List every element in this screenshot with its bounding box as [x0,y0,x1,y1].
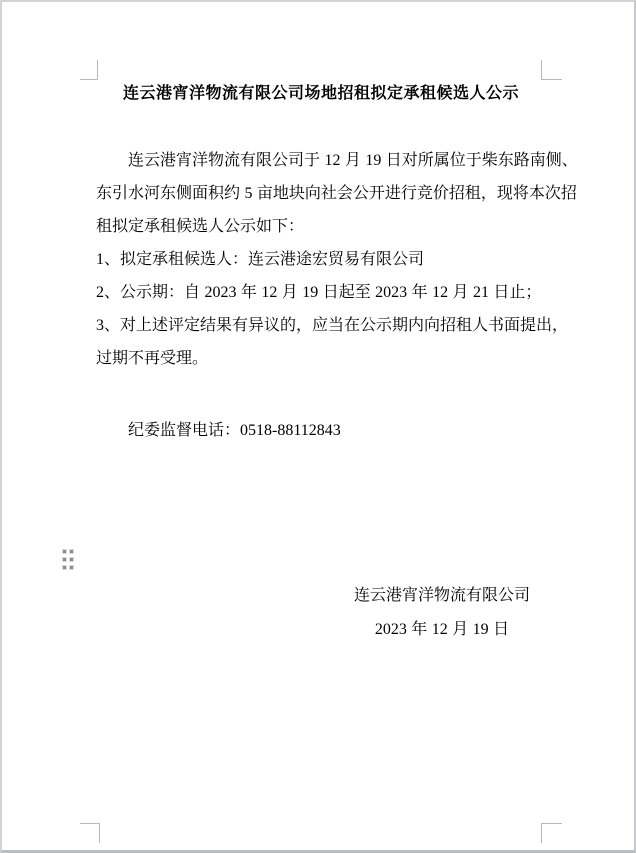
body-line: 连云港宵洋物流有限公司于 12 月 19 日对所属位于柴东路南侧、 [128,152,578,169]
drag-handle-dot [70,566,73,569]
body-line: 过期不再受理。 [96,350,209,367]
drag-handle-dot [70,558,73,561]
margin-crop-mark-bottom-left [80,823,100,843]
margin-crop-mark-top-right [541,60,562,80]
supervision-phone-line: 纪委监督电话：0518-88112843 [128,422,341,439]
body-line: 3、对上述评定结果有异议的，应当在公示期内向招租人书面提出， [96,317,569,334]
drag-handle-dot [63,566,66,569]
body-line: 2、公示期：自 2023 年 12 月 19 日起至 2023 年 12 月 21 日止； [96,284,542,301]
body-line: 东引水河东侧面积约 5 亩地块向社会公开进行竞价招租，现将本次招 [96,185,577,202]
signature-date: 2023 年 12 月 19 日 [374,621,510,638]
drag-handle-dot [63,558,66,561]
notice-body [96,144,578,375]
margin-crop-mark-top-left [80,60,98,80]
body-line: 1、拟定承租候选人：连云港途宏贸易有限公司 [96,251,425,268]
margin-crop-mark-bottom-right [541,823,562,843]
drag-handle-dot [70,550,73,553]
notice-title: 连云港宵洋物流有限公司场地招租拟定承租候选人公示 [122,85,519,102]
signature-block [332,579,552,647]
signature-company: 连云港宵洋物流有限公司 [353,587,530,604]
drag-handle-icon[interactable] [63,550,73,569]
drag-handle-dot [63,550,66,553]
body-line: 租拟定承租候选人公示如下： [96,218,305,235]
